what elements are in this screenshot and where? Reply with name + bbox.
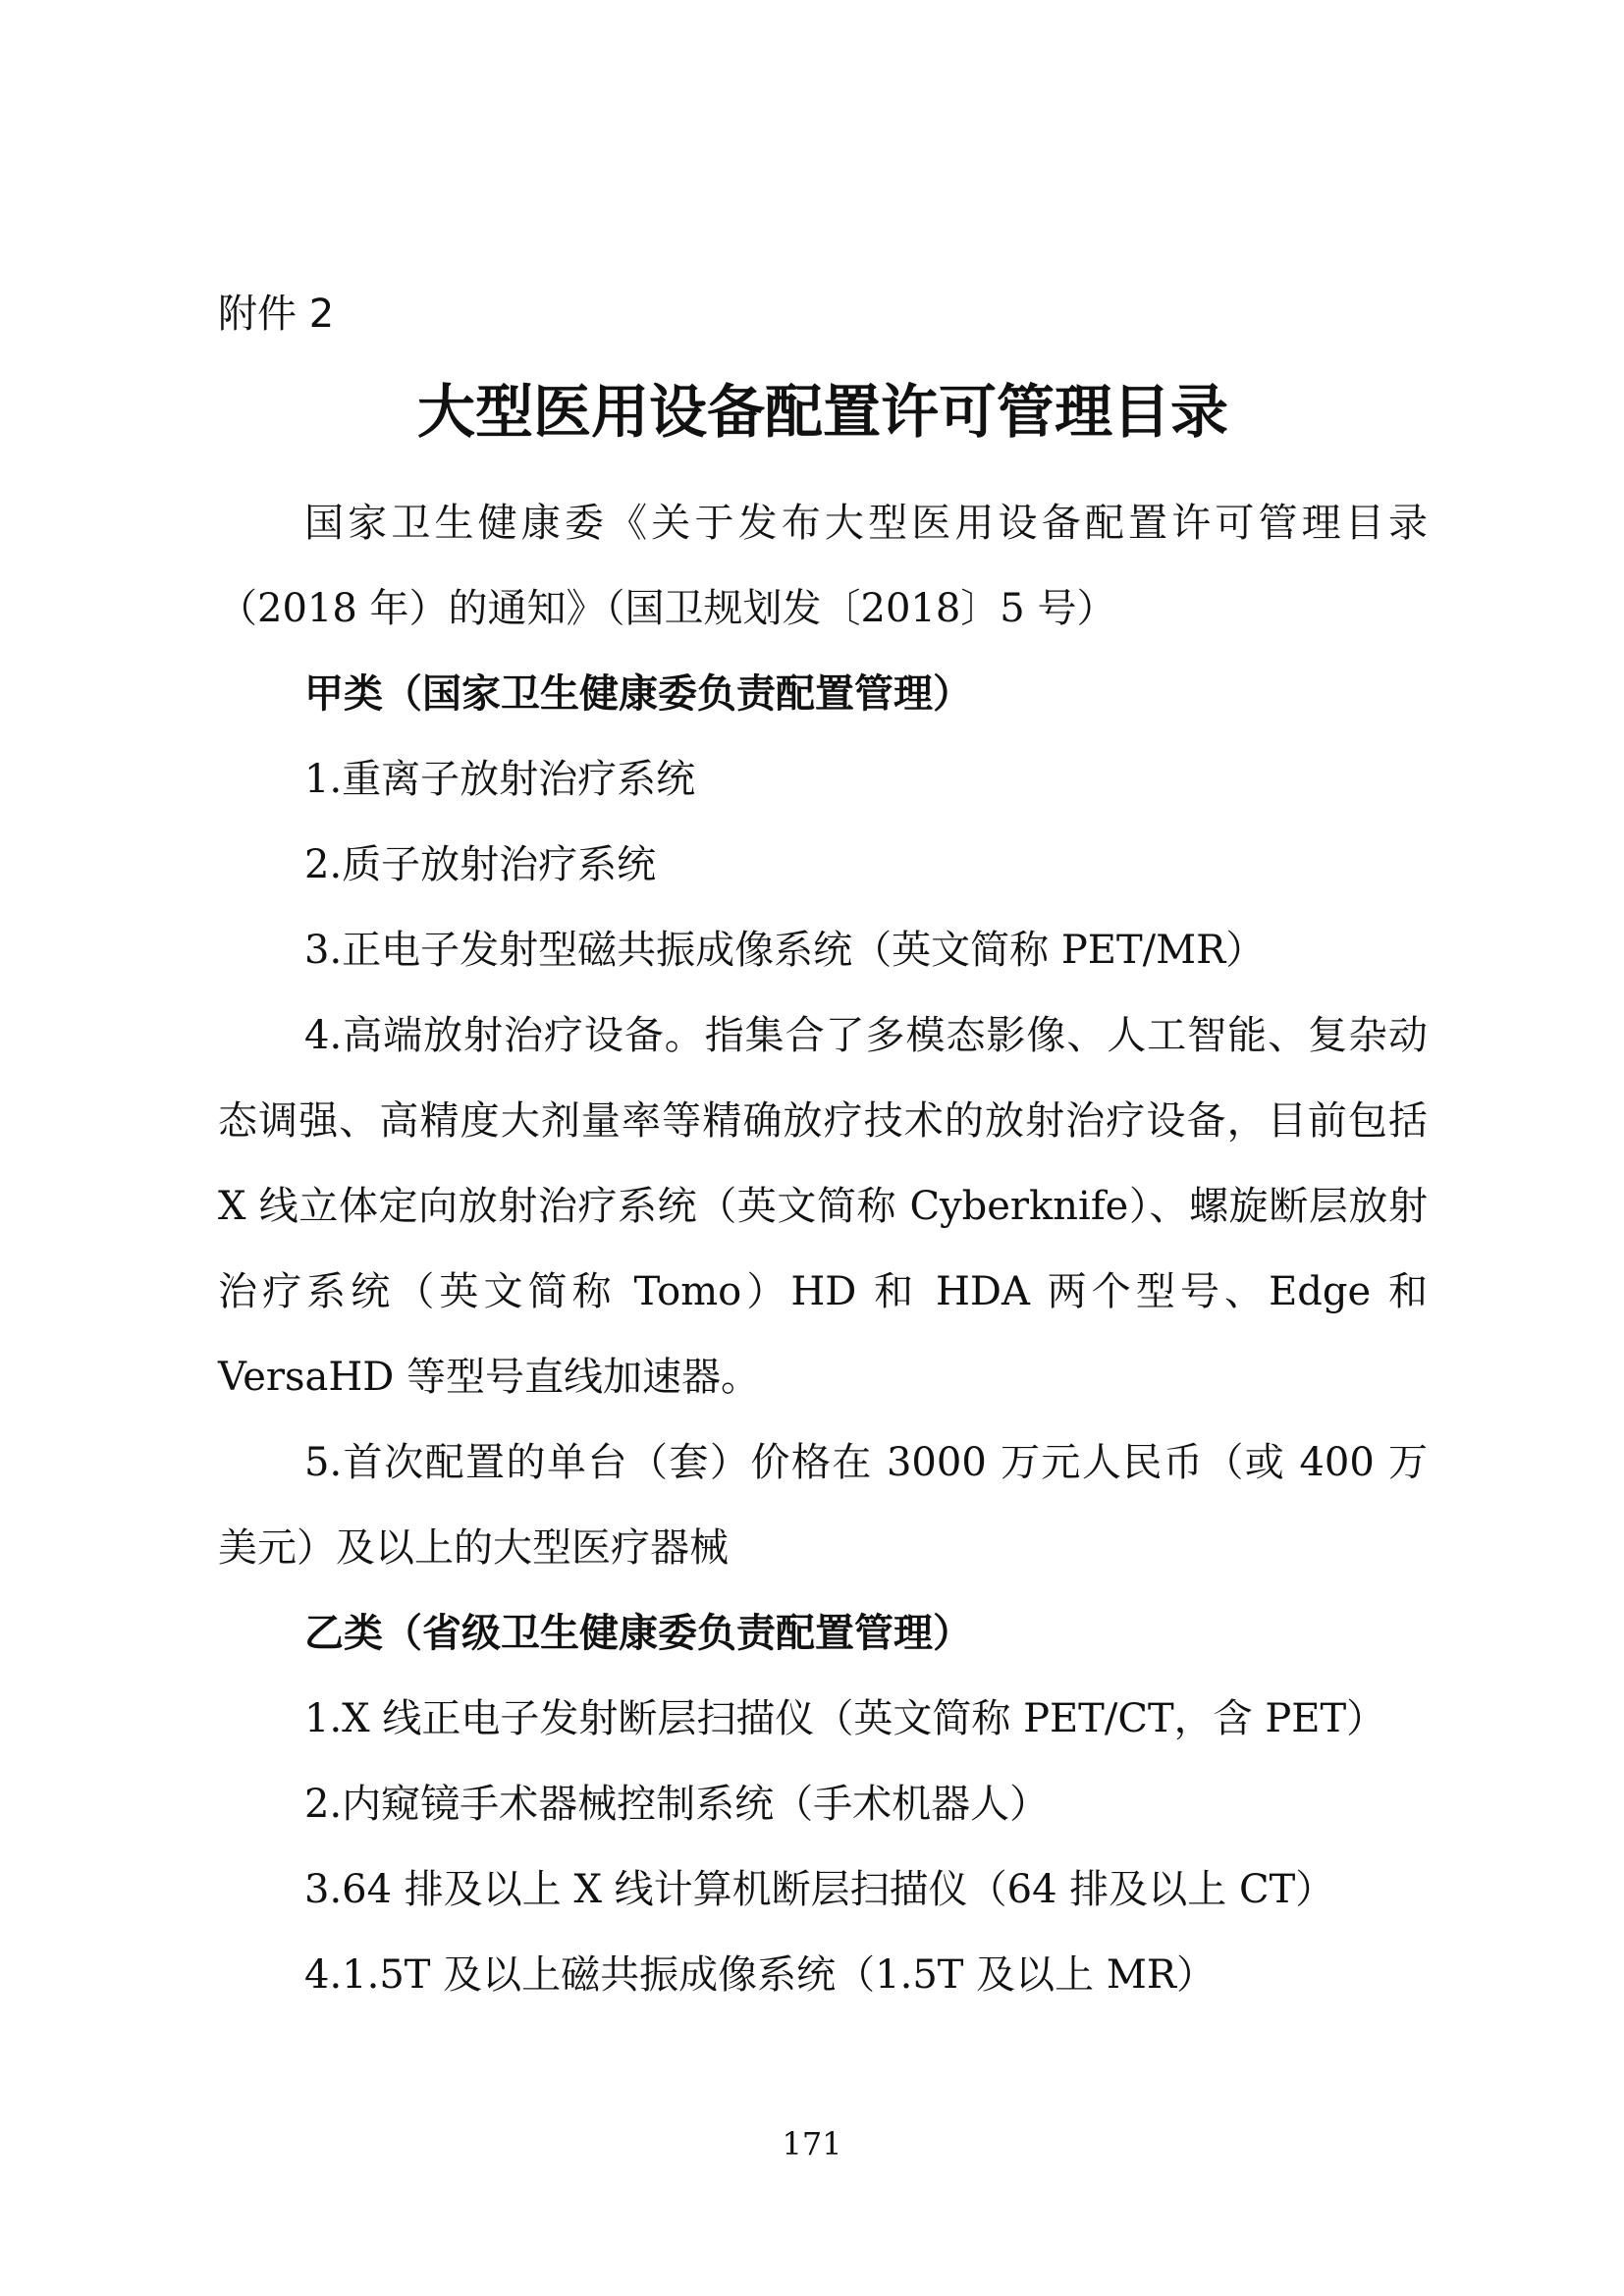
class-a-item-2: 2.质子放射治疗系统 xyxy=(304,842,657,887)
class-b-heading: 乙类（省级卫生健康委负责配置管理） xyxy=(304,1611,972,1656)
class-b-item-4: 4.1.5T 及以上磁共振成像系统（1.5T 及以上 MR） xyxy=(304,1952,1216,1998)
class-a-item-3: 3.正电子发射型磁共振成像系统（英文简称 PET/MR） xyxy=(304,928,1266,973)
class-b-item-1: 1.X 线正电子发射断层扫描仪（英文简称 PET/CT，含 PET） xyxy=(304,1696,1386,1741)
class-a-item-1: 1.重离子放射治疗系统 xyxy=(304,757,696,802)
class-a-item-4: 4.高端放射治疗设备。指集合了多模态影像、人工智能、复杂动态调强、高精度大剂量率等精确放疗技术的放射治疗设备，目前包括 X 线立体定向放射治疗系统（英文简称 Cyberknife）、螺旋断层放射治疗系统（英文简称 Tomo）HD 和 HDA 两个型号、Edge 和 VersaHD 等型号直线加速器。 xyxy=(218,1013,1428,1400)
class-a-item-5: 5.首次配置的单台（套）价格在 3000 万元人民币（或 400 万美元）及以上的大型医疗器械 xyxy=(218,1440,1428,1571)
intro-paragraph: 国家卫生健康委《关于发布大型医用设备配置许可管理目录（2018 年）的通知》（国卫规划发〔2018〕5 号） xyxy=(218,501,1428,631)
page-number: 171 xyxy=(782,2125,842,2163)
document-body xyxy=(218,481,1428,2018)
class-b-item-2: 2.内窥镜手术器械控制系统（手术机器人） xyxy=(304,1782,1050,1827)
document-title: 大型医用设备配置许可管理目录 xyxy=(416,378,1228,446)
class-a-heading: 甲类（国家卫生健康委负责配置管理） xyxy=(304,671,972,717)
attachment-label: 附件 2 xyxy=(218,292,335,337)
class-b-item-3: 3.64 排及以上 X 线计算机断层扫描仪（64 排及以上 CT） xyxy=(304,1867,1335,1912)
